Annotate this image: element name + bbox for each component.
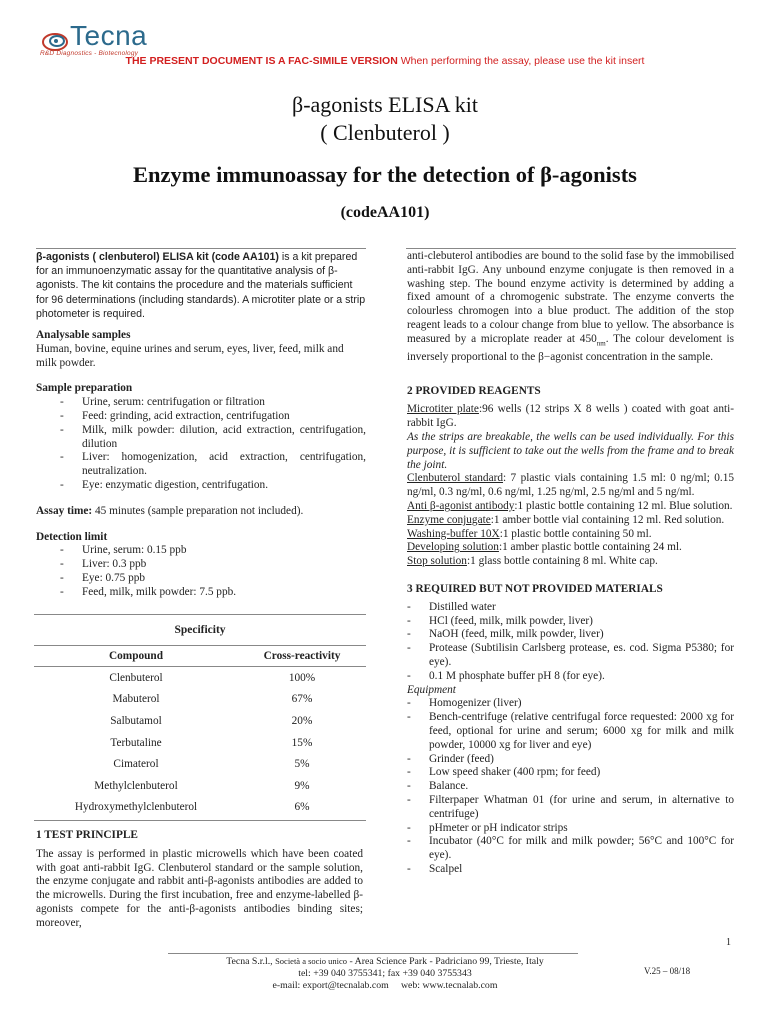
list-item: - Balance. — [407, 780, 734, 794]
assay-time — [36, 505, 366, 519]
reagent-text: :96 wells (12 strips X 8 wells ) coated with goat anti-rabbit IgG. — [407, 403, 735, 430]
compound-cell: Clenbuterol — [109, 671, 163, 684]
left-top-rule — [36, 248, 366, 249]
list-item: - Incubator (40°C for milk and milk powder; 56°C and 100°C for eye). — [407, 835, 734, 863]
list-item: - Low speed shaker (400 rpm; for feed) — [407, 766, 734, 780]
footer-rule — [168, 953, 578, 954]
materials-list — [407, 601, 734, 684]
plate-note: As the strips are breakable, the wells can be used individually. For this purpose, it is sufficient to take out the wells from the frame and to break the joint. — [407, 431, 734, 471]
value-cell: 20% — [291, 714, 313, 727]
reagent-item — [407, 514, 734, 528]
right-top-rule — [406, 248, 736, 249]
equipment-list — [407, 697, 734, 876]
title-line3: Enzyme immunoassay for the detection of β-agonists — [133, 162, 637, 187]
principle-cont-text: anti-clebuterol antibodies are bound to the solid fase by the immobilised anti-rabbit IgG. Any unbound enzyme conjugate is then removed in a washing step. The bound enzyme activity is determined by adding a fixed amount of a chromogenic substrate. The enzyme converts the colourless chromogen into a blue product. The addition of the stop reagent leads to a colour change from blue to yellow. The absorbance is measured by a microplate reader at 450 — [407, 250, 734, 345]
table-row — [34, 667, 366, 689]
intro-text: is a kit prepared for an immunoenzymatic assay for the quantitative analysis of β-agonists. The kit contains the procedure and the materials sufficient for 96 determinations (including standards). A microtiter plate or a strip photometer is required. — [36, 251, 366, 320]
assay-time-label: Assay time: — [36, 504, 93, 517]
specificity-table — [34, 645, 366, 818]
list-item: - Urine, serum: centrifugation or filtration — [60, 396, 366, 410]
footer-company: Tecna S.r.l., — [226, 956, 273, 967]
samples-heading: Analysable samples — [36, 329, 131, 342]
list-item: - HCl (feed, milk, milk powder, liver) — [407, 615, 734, 629]
compound-cell: Cimaterol — [113, 758, 159, 771]
materials-heading: 3 REQUIRED BUT NOT PROVIDED MATERIALS — [407, 582, 663, 595]
reagent-plate — [407, 403, 734, 431]
facsimile-banner — [0, 55, 770, 67]
principle-text: The assay is performed in plastic microwells which have been coated with goat anti-rabbit IgG. Clenbuterol standard or the sample solution, the enzyme conjugate and rabbit anti-β-agonists antibodies are added to the microwells. During the first incubation, free and enzyme-labelled β-agonists compete for the anti-β-agonists antibodies binding sites; moreover, — [36, 847, 363, 929]
spec-bottom-rule — [34, 820, 366, 821]
footer-address-text: - Area Science Park - Padriciano 99, Trieste, Italy — [347, 956, 544, 967]
table-row — [34, 710, 366, 732]
reagent-text: :1 amber plastic bottle containing 24 ml. — [498, 541, 682, 554]
principle-heading: 1 TEST PRINCIPLE — [36, 829, 138, 841]
table-header-row — [34, 646, 366, 667]
list-item: - Liver: homogenization, acid extraction, centrifugation, neutralization. — [60, 451, 366, 479]
reagent-label: Microtiter plate — [407, 403, 479, 416]
equipment-label: Equipment — [407, 683, 456, 696]
prep-list — [36, 396, 366, 493]
list-item: - Eye: 0.75 ppb — [60, 572, 366, 586]
intro-bold: β-agonists ( clenbuterol) ELISA kit (code AA101) — [36, 251, 279, 263]
samples-text: Human, bovine, equine urines and serum, eyes, liver, feed, milk and milk powder. — [36, 342, 344, 369]
reagent-label: Washing-buffer 10X — [407, 527, 500, 540]
compound-cell: Terbutaline — [110, 736, 162, 749]
footer-company-type: Società a socio unico — [275, 956, 348, 966]
left-column — [36, 250, 366, 600]
compound-cell: Hydroxymethylclenbuterol — [74, 801, 198, 814]
reagent-label: Developing solution — [407, 541, 499, 554]
compound-cell: Methylclenbuterol — [94, 779, 178, 792]
reagent-item — [407, 555, 734, 569]
footer-phone: tel: +39 040 3755341; fax +39 040 3755343 — [298, 968, 472, 979]
value-cell: 6% — [294, 801, 310, 814]
col-cross-reactivity: Cross-reactivity — [238, 646, 366, 667]
list-item: - Filterpaper Whatman 01 (for urine and serum, in alternative to centrifuge) — [407, 794, 734, 822]
reagent-label: Clenbuterol standard — [407, 472, 504, 485]
value-cell: 15% — [291, 736, 313, 749]
reagent-item — [407, 541, 734, 555]
reagents-heading: 2 PROVIDED REAGENTS — [407, 384, 541, 397]
list-item: - Bench-centrifuge (relative centrifugal force requested: 2000 xg for feed, optional for urine and serum; 6000 xg for milk and milk powder, 10000 xg for liver and eye) — [407, 711, 734, 752]
right-column — [407, 250, 734, 877]
logo-wordmark: Tecna — [70, 20, 148, 51]
list-item: - Liver: 0.3 ppb — [60, 558, 366, 572]
principle-cont-end: . The colour develoment is inversely proportional to the β−agonist concentration in the sample. — [407, 332, 734, 363]
reagent-text: :1 plastic bottle containing 12 ml. Blue solution. — [514, 500, 733, 512]
title-line1: β-agonists ELISA kit — [292, 92, 478, 117]
list-item: - Homogenizer (liver) — [407, 697, 734, 711]
list-item: - 0.1 M phosphate buffer pH 8 (for eye). — [407, 670, 734, 684]
detection-list — [36, 544, 366, 599]
spec-top-rule — [34, 614, 366, 615]
prep-heading: Sample preparation — [36, 382, 133, 395]
reagent-text: : 7 plastic vials containing 1.5 ml: 0 ng/ml; 0.15 ng/ml, 0.3 ng/ml, 0.6 ng/ml, 1.25 ng/ml, 2.5 ng/ml and 5 ng/ml. — [407, 472, 734, 499]
list-item: - Protease (Subtilisin Carlsberg protease, es. cod. Sigma P5380; for eye). — [407, 642, 734, 670]
assay-time-text: 45 minutes (sample preparation not included). — [92, 504, 304, 517]
list-item: - pHmeter or pH indicator strips — [407, 822, 734, 836]
value-cell: 9% — [294, 779, 310, 792]
nm-subscript: nm — [596, 339, 606, 348]
test-principle-section — [36, 829, 363, 931]
reagent-text: :1 amber bottle vial containing 12 ml. Red solution. — [490, 513, 725, 526]
principle-continued — [407, 250, 734, 365]
specificity-title: Specificity — [174, 624, 226, 636]
value-cell: 100% — [288, 671, 316, 684]
table-row — [34, 689, 366, 711]
table-row — [34, 753, 366, 775]
page-number: 1 — [726, 937, 731, 948]
reagent-item — [407, 472, 734, 500]
footer-version: V.25 – 08/18 — [644, 966, 691, 976]
banner-rest: When performing the assay, please use the kit insert — [400, 55, 645, 67]
compound-cell: Mabuterol — [112, 693, 160, 706]
reagent-label: Stop solution — [407, 555, 467, 568]
detection-heading: Detection limit — [36, 530, 108, 543]
banner-bold: THE PRESENT DOCUMENT IS A FAC-SIMILE VERSION — [125, 55, 398, 67]
list-item: - Scalpel — [407, 863, 734, 877]
intro-paragraph — [36, 250, 366, 321]
list-item: - Eye: enzymatic digestion, centrifugation. — [60, 479, 366, 493]
list-item: - Feed, milk, milk powder: 7.5 ppb. — [60, 586, 366, 600]
value-cell: 67% — [291, 693, 313, 706]
reagent-text: :1 plastic bottle containing 50 ml. — [499, 527, 652, 540]
title-line2: ( Clenbuterol ) — [320, 120, 450, 145]
reagent-item — [407, 500, 734, 514]
list-item: - Grinder (feed) — [407, 753, 734, 767]
logo-tagline: R&D Diagnostics - Biotecnology — [40, 50, 139, 57]
reagent-item — [407, 528, 734, 542]
value-cell: 5% — [294, 758, 310, 771]
reagent-label: Anti β-agonist antibody — [407, 500, 515, 512]
table-row — [34, 775, 366, 797]
compound-cell: Salbutamol — [110, 714, 162, 727]
list-item: - Urine, serum: 0.15 ppb — [60, 544, 366, 558]
list-item: - Feed: grinding, acid extraction, centrifugation — [60, 410, 366, 424]
list-item: - Distilled water — [407, 601, 734, 615]
reagent-text: :1 glass bottle containing 8 ml. White cap. — [466, 555, 658, 568]
reagent-label: Enzyme conjugate — [407, 513, 491, 526]
table-row — [34, 732, 366, 754]
col-compound: Compound — [34, 646, 238, 667]
footer-email: e-mail: export@tecnalab.com web: www.tecnalab.com — [272, 980, 498, 991]
list-item: - Milk, milk powder: dilution, acid extraction, centrifugation, dilution — [60, 424, 366, 452]
title-code: (codeAA101) — [340, 204, 430, 221]
list-item: - NaOH (feed, milk, milk powder, liver) — [407, 628, 734, 642]
table-row — [34, 797, 366, 819]
